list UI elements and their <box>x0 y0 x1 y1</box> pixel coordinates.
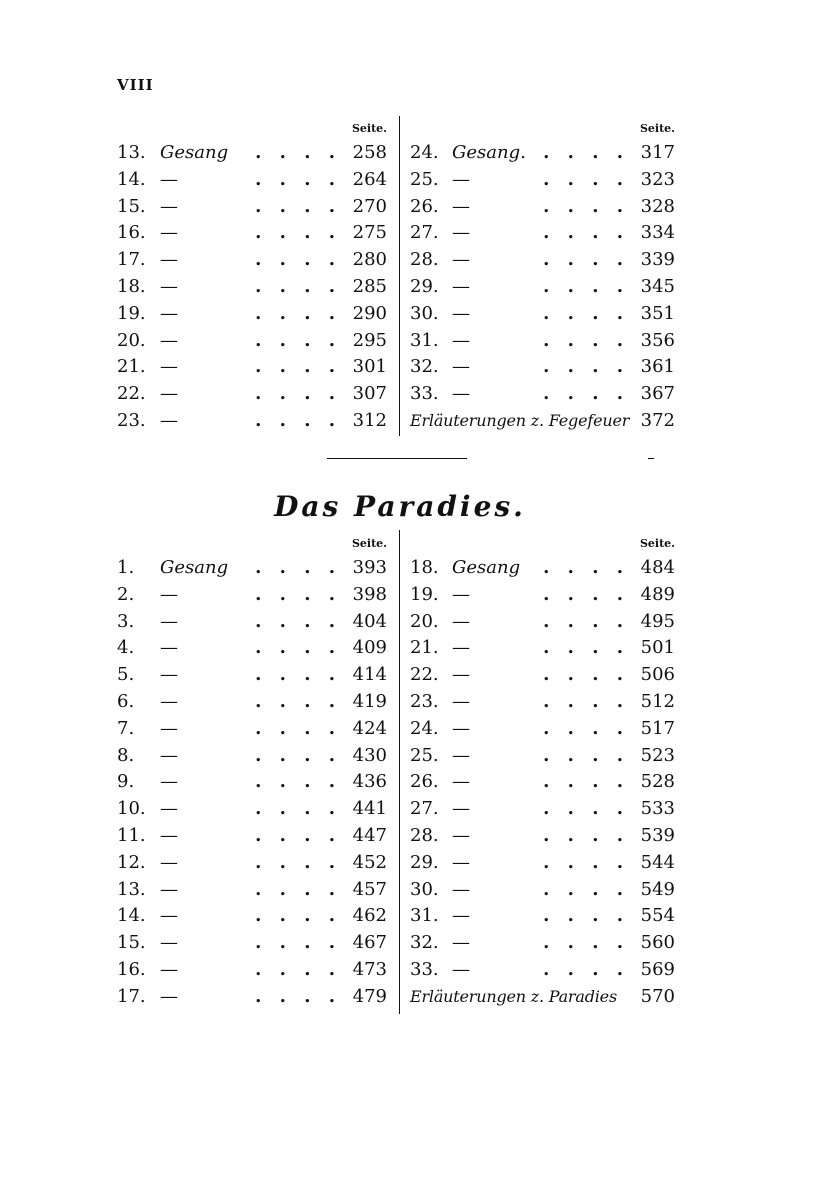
entry-page: 554 <box>640 905 675 927</box>
entry-number: 25. <box>410 168 439 190</box>
entry-label: — <box>452 610 470 632</box>
entry-number: 17. <box>117 985 146 1007</box>
leader-dots: . . . . <box>543 932 629 954</box>
leader-dots: . . . . <box>255 329 341 351</box>
entry-label: — <box>452 329 470 351</box>
entry-label: — <box>160 409 178 431</box>
entry-page: 544 <box>640 851 675 873</box>
entry-number: 15. <box>117 195 146 217</box>
leader-dots: . . . . <box>543 275 629 297</box>
toc-entry <box>117 903 387 930</box>
toc-rows <box>117 555 387 1011</box>
entry-label: — <box>452 249 470 271</box>
entry-page: 258 <box>352 142 387 163</box>
leader-dots: . . . . <box>255 985 341 1007</box>
leader-dots: . . . . <box>255 249 341 271</box>
entry-page: 484 <box>640 557 675 578</box>
entry-page: 512 <box>640 690 675 712</box>
leader-dots: . . . . <box>543 249 629 271</box>
entry-page: 295 <box>352 329 387 351</box>
entry-page: 307 <box>352 383 387 405</box>
entry-number: 22. <box>410 664 439 686</box>
entry-page: 270 <box>352 195 387 217</box>
entry-label: — <box>452 664 470 686</box>
entry-number: 28. <box>410 249 439 271</box>
entry-label: — <box>452 583 470 605</box>
entry-number: 24. <box>410 142 439 163</box>
entry-label: — <box>160 744 178 766</box>
entry-label: — <box>160 878 178 900</box>
toc-entry <box>410 582 675 609</box>
toc-entry <box>410 140 675 167</box>
entry-label: — <box>160 610 178 632</box>
toc-entry <box>410 220 675 247</box>
entry-page: 301 <box>352 356 387 378</box>
leader-dots: . . . . <box>543 878 629 900</box>
leader-dots: . . . . <box>543 142 629 163</box>
entry-page: 361 <box>640 356 675 378</box>
entry-label: — <box>452 798 470 820</box>
entry-number: 16. <box>117 222 146 244</box>
entry-page: 328 <box>640 195 675 217</box>
section-title: Das Paradies. <box>274 490 526 523</box>
toc-entry <box>117 689 387 716</box>
toc-entry <box>410 328 675 355</box>
toc-entry <box>410 301 675 328</box>
entry-number: 28. <box>410 824 439 846</box>
entry-label: — <box>160 690 178 712</box>
entry-page: 436 <box>352 771 387 793</box>
leader-dots: . . . . <box>543 383 629 405</box>
entry-number: 1. <box>117 557 135 578</box>
entry-page: 356 <box>640 329 675 351</box>
toc-entry <box>117 247 387 274</box>
entry-page: 409 <box>352 637 387 659</box>
entry-page: 424 <box>352 717 387 739</box>
entry-number: 13. <box>117 878 146 900</box>
entry-number: 30. <box>410 878 439 900</box>
leader-dots: . . . . <box>255 744 341 766</box>
toc-column-left-1 <box>117 118 387 435</box>
leader-dots: . . . . <box>543 168 629 190</box>
toc-entry <box>410 354 675 381</box>
toc-entry <box>410 635 675 662</box>
note-page: 570 <box>640 985 675 1007</box>
entry-page: 323 <box>640 168 675 190</box>
leader-dots: . . . . <box>255 168 341 190</box>
entry-label: — <box>452 905 470 927</box>
divider-mark <box>648 458 654 459</box>
section-divider <box>327 458 467 459</box>
entry-page: 441 <box>352 798 387 820</box>
leader-dots: . . . . <box>543 329 629 351</box>
entry-label: — <box>452 771 470 793</box>
entry-label: — <box>160 356 178 378</box>
entry-label: — <box>160 168 178 190</box>
leader-dots: . . . . <box>543 664 629 686</box>
entry-number: 32. <box>410 356 439 378</box>
entry-number: 33. <box>410 383 439 405</box>
entry-number: 5. <box>117 664 135 686</box>
column-divider <box>399 116 400 436</box>
leader-dots: . . . . <box>543 824 629 846</box>
toc-entry <box>117 796 387 823</box>
entry-label: — <box>160 222 178 244</box>
toc-entry <box>410 743 675 770</box>
page-number: VIII <box>117 76 154 94</box>
entry-page: 467 <box>352 932 387 954</box>
entry-number: 26. <box>410 195 439 217</box>
entry-number: 20. <box>117 329 146 351</box>
entry-label: — <box>160 932 178 954</box>
toc-entry <box>117 957 387 984</box>
entry-label: — <box>160 851 178 873</box>
entry-page: 393 <box>352 557 387 578</box>
entry-page: 517 <box>640 717 675 739</box>
toc-entry <box>410 850 675 877</box>
note-text: Erläuterungen z. Fegefeuer <box>410 410 630 430</box>
entry-number: 8. <box>117 744 135 766</box>
entry-number: 6. <box>117 690 135 712</box>
entry-label: — <box>160 329 178 351</box>
toc-entry <box>117 408 387 435</box>
toc-column-left-2 <box>117 533 387 1011</box>
leader-dots: . . . . <box>543 557 629 578</box>
entry-page: 452 <box>352 851 387 873</box>
toc-entry <box>410 903 675 930</box>
toc-entry <box>117 354 387 381</box>
seite-header: Seite. <box>639 122 675 135</box>
entry-number: 18. <box>117 275 146 297</box>
toc-entry <box>117 328 387 355</box>
toc-entry <box>410 930 675 957</box>
entry-number: 21. <box>117 356 146 378</box>
entry-label: — <box>452 824 470 846</box>
entry-number: 31. <box>410 905 439 927</box>
leader-dots: . . . . <box>543 222 629 244</box>
entry-label: — <box>160 195 178 217</box>
entry-number: 12. <box>117 851 146 873</box>
toc-entry <box>117 984 387 1011</box>
column-divider <box>399 530 400 1014</box>
entry-label: — <box>452 851 470 873</box>
leader-dots: . . . . <box>255 557 341 578</box>
toc-rows <box>117 140 387 435</box>
seite-header: Seite. <box>639 537 675 550</box>
entry-page: 533 <box>640 798 675 820</box>
entry-number: 27. <box>410 222 439 244</box>
entry-label: Gesang <box>160 142 229 163</box>
entry-label: — <box>452 356 470 378</box>
leader-dots: . . . . <box>543 690 629 712</box>
entry-number: 14. <box>117 905 146 927</box>
leader-dots: . . . . <box>255 771 341 793</box>
entry-label: Gesang. <box>452 142 526 163</box>
toc-entry <box>410 167 675 194</box>
toc-entry <box>410 796 675 823</box>
leader-dots: . . . . <box>543 905 629 927</box>
entry-number: 3. <box>117 610 135 632</box>
toc-entry <box>117 716 387 743</box>
entry-page: 523 <box>640 744 675 766</box>
entry-page: 280 <box>352 249 387 271</box>
entry-page: 264 <box>352 168 387 190</box>
toc-entry <box>117 555 387 582</box>
toc-entry <box>117 930 387 957</box>
toc-entry <box>410 381 675 408</box>
entry-number: 31. <box>410 329 439 351</box>
entry-page: 447 <box>352 824 387 846</box>
entry-number: 25. <box>410 744 439 766</box>
entry-page: 351 <box>640 302 675 324</box>
entry-page: 339 <box>640 249 675 271</box>
leader-dots: . . . . <box>255 195 341 217</box>
toc-rows <box>410 140 675 408</box>
entry-number: 21. <box>410 637 439 659</box>
toc-entry <box>117 823 387 850</box>
entry-number: 10. <box>117 798 146 820</box>
leader-dots: . . . . <box>543 302 629 324</box>
entry-number: 29. <box>410 275 439 297</box>
entry-number: 27. <box>410 798 439 820</box>
leader-dots: . . . . <box>543 637 629 659</box>
leader-dots: . . . . <box>255 958 341 980</box>
leader-dots: . . . . <box>255 383 341 405</box>
leader-dots: . . . . <box>543 356 629 378</box>
toc-entry <box>117 582 387 609</box>
entry-label: — <box>160 637 178 659</box>
toc-rows <box>410 555 675 984</box>
entry-page: 367 <box>640 383 675 405</box>
seite-header: Seite. <box>351 122 387 135</box>
toc-entry <box>410 662 675 689</box>
leader-dots: . . . . <box>543 583 629 605</box>
entry-number: 9. <box>117 771 135 793</box>
entry-label: — <box>452 637 470 659</box>
toc-entry <box>117 274 387 301</box>
toc-entry <box>117 194 387 221</box>
entry-page: 398 <box>352 583 387 605</box>
toc-entry <box>410 769 675 796</box>
entry-page: 501 <box>640 637 675 659</box>
entry-label: — <box>452 222 470 244</box>
entry-label: — <box>452 195 470 217</box>
toc-entry <box>410 609 675 636</box>
entry-number: 15. <box>117 932 146 954</box>
entry-number: 24. <box>410 717 439 739</box>
entry-page: 569 <box>640 958 675 980</box>
entry-label: — <box>160 383 178 405</box>
entry-number: 23. <box>117 409 146 431</box>
entry-page: 489 <box>640 583 675 605</box>
toc-entry <box>410 877 675 904</box>
leader-dots: . . . . <box>255 824 341 846</box>
entry-label: — <box>160 664 178 686</box>
entry-number: 22. <box>117 383 146 405</box>
leader-dots: . . . . <box>255 690 341 712</box>
entry-label: — <box>160 771 178 793</box>
leader-dots: . . . . <box>543 610 629 632</box>
toc-entry <box>117 220 387 247</box>
note-page: 372 <box>640 409 675 431</box>
entry-label: — <box>452 302 470 324</box>
entry-page: 495 <box>640 610 675 632</box>
toc-entry <box>117 635 387 662</box>
leader-dots: . . . . <box>255 583 341 605</box>
leader-dots: . . . . <box>543 717 629 739</box>
toc-note-row <box>410 408 675 435</box>
entry-number: 32. <box>410 932 439 954</box>
entry-page: 457 <box>352 878 387 900</box>
entry-page: 462 <box>352 905 387 927</box>
toc-entry <box>117 743 387 770</box>
toc-entry <box>117 140 387 167</box>
toc-column-right-1 <box>410 118 675 435</box>
leader-dots: . . . . <box>543 744 629 766</box>
toc-entry <box>117 662 387 689</box>
leader-dots: . . . . <box>255 142 341 163</box>
toc-entry <box>117 609 387 636</box>
leader-dots: . . . . <box>255 222 341 244</box>
entry-label: — <box>452 958 470 980</box>
leader-dots: . . . . <box>255 610 341 632</box>
entry-label: Gesang <box>452 557 521 578</box>
entry-number: 19. <box>117 302 146 324</box>
entry-label: — <box>160 583 178 605</box>
entry-page: 539 <box>640 824 675 846</box>
entry-number: 33. <box>410 958 439 980</box>
toc-column-right-2 <box>410 533 675 1011</box>
entry-label: — <box>160 717 178 739</box>
leader-dots: . . . . <box>543 195 629 217</box>
entry-number: 7. <box>117 717 135 739</box>
entry-label: — <box>452 878 470 900</box>
entry-number: 29. <box>410 851 439 873</box>
entry-number: 2. <box>117 583 135 605</box>
entry-number: 20. <box>410 610 439 632</box>
entry-label: — <box>452 744 470 766</box>
entry-number: 14. <box>117 168 146 190</box>
note-text: Erläuterungen z. Paradies <box>410 986 617 1006</box>
leader-dots: . . . . <box>255 878 341 900</box>
leader-dots: . . . . <box>255 637 341 659</box>
toc-entry <box>117 381 387 408</box>
entry-label: — <box>160 798 178 820</box>
leader-dots: . . . . <box>255 717 341 739</box>
entry-page: 528 <box>640 771 675 793</box>
entry-number: 13. <box>117 142 146 163</box>
leader-dots: . . . . <box>255 905 341 927</box>
entry-number: 30. <box>410 302 439 324</box>
leader-dots: . . . . <box>255 932 341 954</box>
leader-dots: . . . . <box>255 302 341 324</box>
entry-page: 473 <box>352 958 387 980</box>
entry-page: 419 <box>352 690 387 712</box>
entry-label: — <box>160 275 178 297</box>
entry-label: — <box>452 932 470 954</box>
leader-dots: . . . . <box>543 851 629 873</box>
entry-page: 430 <box>352 744 387 766</box>
entry-page: 275 <box>352 222 387 244</box>
entry-number: 16. <box>117 958 146 980</box>
entry-label: — <box>160 824 178 846</box>
toc-entry <box>117 850 387 877</box>
entry-page: 404 <box>352 610 387 632</box>
seite-header: Seite. <box>351 537 387 550</box>
entry-label: — <box>160 985 178 1007</box>
entry-page: 317 <box>640 142 675 163</box>
entry-number: 18. <box>410 557 439 578</box>
toc-entry <box>410 247 675 274</box>
entry-label: — <box>452 275 470 297</box>
entry-label: — <box>160 249 178 271</box>
leader-dots: . . . . <box>255 664 341 686</box>
leader-dots: . . . . <box>543 771 629 793</box>
toc-entry <box>410 194 675 221</box>
entry-page: 285 <box>352 275 387 297</box>
entry-number: 11. <box>117 824 146 846</box>
entry-label: — <box>452 690 470 712</box>
toc-entry <box>410 689 675 716</box>
entry-page: 334 <box>640 222 675 244</box>
leader-dots: . . . . <box>255 275 341 297</box>
toc-entry <box>117 167 387 194</box>
entry-number: 19. <box>410 583 439 605</box>
entry-label: — <box>452 383 470 405</box>
leader-dots: . . . . <box>255 409 341 431</box>
entry-label: — <box>452 168 470 190</box>
entry-label: Gesang <box>160 557 229 578</box>
toc-note-row <box>410 984 675 1011</box>
leader-dots: . . . . <box>543 798 629 820</box>
toc-entry <box>410 823 675 850</box>
entry-page: 345 <box>640 275 675 297</box>
toc-entry <box>410 274 675 301</box>
toc-entry <box>410 716 675 743</box>
toc-entry <box>117 301 387 328</box>
entry-label: — <box>160 302 178 324</box>
leader-dots: . . . . <box>255 851 341 873</box>
entry-page: 479 <box>352 985 387 1007</box>
entry-number: 26. <box>410 771 439 793</box>
leader-dots: . . . . <box>543 958 629 980</box>
toc-entry <box>117 877 387 904</box>
entry-page: 506 <box>640 664 675 686</box>
leader-dots: . . . . <box>255 798 341 820</box>
entry-label: — <box>160 905 178 927</box>
entry-page: 549 <box>640 878 675 900</box>
toc-entry <box>117 769 387 796</box>
entry-label: — <box>160 958 178 980</box>
entry-number: 4. <box>117 637 135 659</box>
leader-dots: . . . . <box>255 356 341 378</box>
entry-page: 414 <box>352 664 387 686</box>
entry-number: 23. <box>410 690 439 712</box>
toc-entry <box>410 957 675 984</box>
entry-number: 17. <box>117 249 146 271</box>
entry-page: 312 <box>352 409 387 431</box>
entry-page: 290 <box>352 302 387 324</box>
toc-entry <box>410 555 675 582</box>
entry-label: — <box>452 717 470 739</box>
entry-page: 560 <box>640 932 675 954</box>
